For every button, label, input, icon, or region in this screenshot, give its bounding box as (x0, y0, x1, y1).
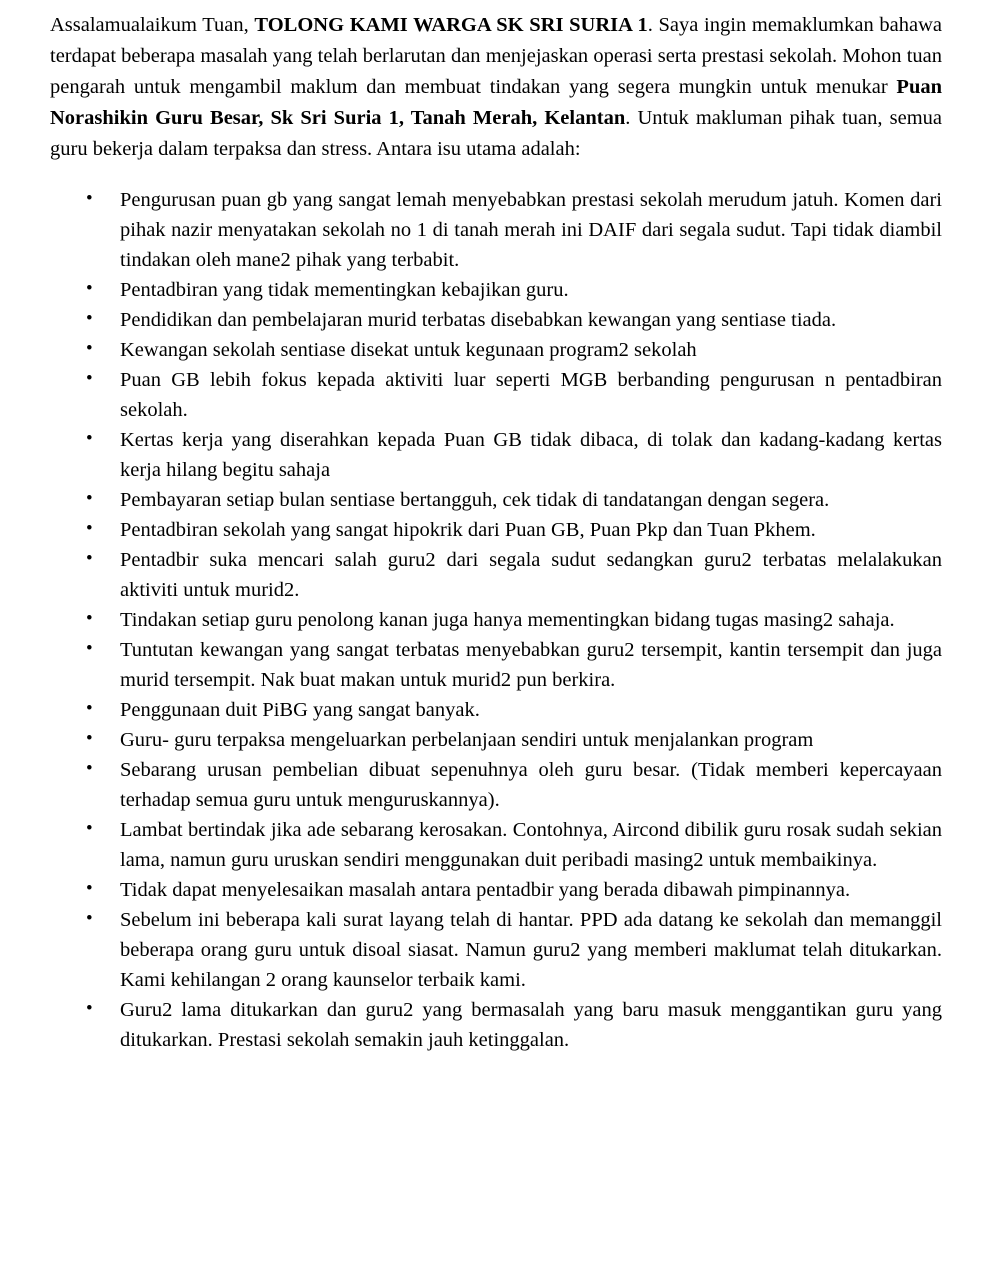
list-item-text: Kewangan sekolah sentiase disekat untuk kegunaan program2 sekolah (120, 339, 697, 361)
bullet-icon: • (86, 818, 93, 839)
bullet-icon: • (86, 518, 93, 539)
bullet-icon: • (86, 638, 93, 659)
bullet-icon: • (86, 698, 93, 719)
list-item (50, 905, 942, 995)
bullet-icon: • (86, 188, 93, 209)
bullet-icon: • (86, 728, 93, 749)
bullet-icon: • (86, 338, 93, 359)
list-item-text: Tidak dapat menyelesaikan masalah antara pentadbir yang berada dibawah pimpinannya. (120, 879, 851, 901)
list-item-text: Pendidikan dan pembelajaran murid terbatas disebabkan kewangan yang sentiase tiada. (120, 309, 837, 331)
list-item (50, 725, 942, 755)
list-item (50, 755, 942, 815)
list-item-text: Penggunaan duit PiBG yang sangat banyak. (120, 699, 480, 721)
list-item-text: Guru2 lama ditukarkan dan guru2 yang bermasalah yang baru masuk menggantikan guru yang ditukarkan. Prestasi sekolah semakin jauh ketinggalan. (120, 999, 942, 1051)
list-item (50, 275, 942, 305)
list-item (50, 635, 942, 695)
list-item-text: Pengurusan puan gb yang sangat lemah menyebabkan prestasi sekolah merudum jatuh. Komen dari pihak nazir menyatakan sekolah no 1 di tanah merah ini DAIF dari segala sudut. Tapi tidak diambil tindakan oleh mane2 pihak yang terbabit. (120, 189, 942, 271)
bullet-icon: • (86, 428, 93, 449)
intro-text: . Saya ingin memaklumkan bahawa terdapat beberapa masalah yang telah berlarutan dan menjejaskan operasi serta prestasi sekolah. Mohon tuan pengarah untuk mengambil maklum dan membuat tindakan yang segera mungkin untuk menukar (50, 14, 942, 98)
list-item-text: Tuntutan kewangan yang sangat terbatas menyebabkan guru2 tersempit, kantin tersempit dan juga murid tersempit. Nak buat makan untuk murid2 pun berkira. (120, 639, 942, 691)
list-item-text: Sebarang urusan pembelian dibuat sepenuhnya oleh guru besar. (Tidak memberi kepercayaan terhadap semua guru untuk menguruskannya). (120, 759, 942, 811)
list-item-text: Tindakan setiap guru penolong kanan juga hanya mementingkan bidang tugas masing2 sahaja. (120, 609, 895, 631)
list-item-text: Sebelum ini beberapa kali surat layang telah di hantar. PPD ada datang ke sekolah dan memanggil beberapa orang guru untuk disoal siasat. Namun guru2 yang memberi maklumat telah ditukarkan. Kami kehilangan 2 orang kaunselor terbaik kami. (120, 909, 942, 991)
bullet-icon: • (86, 998, 93, 1019)
list-item (50, 995, 942, 1055)
list-item-text: Kertas kerja yang diserahkan kepada Puan GB tidak dibaca, di tolak dan kadang-kadang kertas kerja hilang begitu sahaja (120, 429, 942, 481)
list-item-text: Pentadbir suka mencari salah guru2 dari segala sudut sedangkan guru2 terbatas melalakukan aktiviti untuk murid2. (120, 549, 942, 601)
bullet-icon: • (86, 368, 93, 389)
intro-emphasis: TOLONG KAMI WARGA SK SRI SURIA 1 (254, 14, 648, 36)
list-item-text: Guru- guru terpaksa mengeluarkan perbelanjaan sendiri untuk menjalankan program (120, 729, 814, 751)
list-item (50, 185, 942, 275)
list-item (50, 695, 942, 725)
bullet-icon: • (86, 548, 93, 569)
list-item (50, 305, 942, 335)
bullet-icon: • (86, 308, 93, 329)
intro-text: . Untuk makluman pihak tuan, semua guru bekerja dalam terpaksa dan stress. Antara isu utama adalah: (50, 107, 942, 160)
bullet-icon: • (86, 608, 93, 629)
bullet-icon: • (86, 878, 93, 899)
list-item (50, 485, 942, 515)
bullet-icon: • (86, 488, 93, 509)
bullet-icon: • (86, 758, 93, 779)
intro-paragraph (50, 10, 942, 165)
list-item (50, 425, 942, 485)
list-item (50, 545, 942, 605)
list-item-text: Pentadbiran yang tidak mementingkan kebajikan guru. (120, 279, 569, 301)
issues-list (50, 185, 942, 1055)
list-item-text: Lambat bertindak jika ade sebarang kerosakan. Contohnya, Aircond dibilik guru rosak sudah sekian lama, namun guru uruskan sendiri menggunakan duit peribadi masing2 untuk membaikinya. (120, 819, 942, 871)
intro-emphasis: Puan Norashikin Guru Besar, Sk Sri Suria 1, Tanah Merah, Kelantan (50, 76, 942, 129)
list-item (50, 815, 942, 875)
intro-text: Assalamualaikum Tuan, (50, 14, 255, 36)
list-item (50, 515, 942, 545)
list-item (50, 335, 942, 365)
bullet-icon: • (86, 908, 93, 929)
list-item-text: Pentadbiran sekolah yang sangat hipokrik dari Puan GB, Puan Pkp dan Tuan Pkhem. (120, 519, 816, 541)
list-item-text: Puan GB lebih fokus kepada aktiviti luar seperti MGB berbanding pengurusan n pentadbiran sekolah. (120, 369, 942, 421)
bullet-icon: • (86, 278, 93, 299)
list-item (50, 365, 942, 425)
list-item (50, 605, 942, 635)
list-item-text: Pembayaran setiap bulan sentiase bertangguh, cek tidak di tandatangan dengan segera. (120, 489, 830, 511)
list-item (50, 875, 942, 905)
